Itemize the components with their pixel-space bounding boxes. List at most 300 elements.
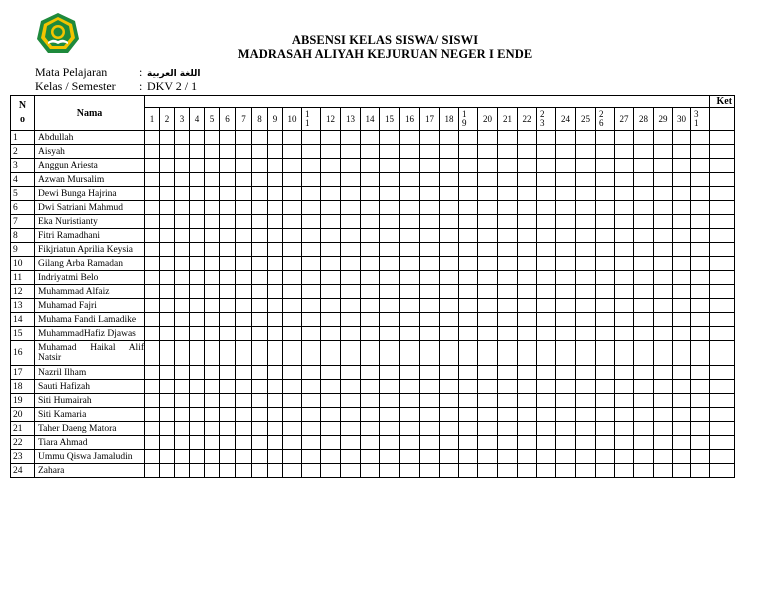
attendance-cell[interactable] bbox=[459, 173, 478, 187]
ket-cell[interactable] bbox=[710, 201, 735, 215]
attendance-cell[interactable] bbox=[478, 422, 498, 436]
attendance-cell[interactable] bbox=[321, 450, 341, 464]
attendance-cell[interactable] bbox=[341, 243, 361, 257]
attendance-cell[interactable] bbox=[205, 201, 220, 215]
attendance-cell[interactable] bbox=[478, 394, 498, 408]
attendance-cell[interactable] bbox=[518, 187, 537, 201]
attendance-cell[interactable] bbox=[615, 257, 634, 271]
attendance-cell[interactable] bbox=[459, 243, 478, 257]
attendance-cell[interactable] bbox=[518, 464, 537, 478]
attendance-cell[interactable] bbox=[400, 341, 420, 366]
attendance-cell[interactable] bbox=[498, 271, 518, 285]
attendance-cell[interactable] bbox=[654, 422, 673, 436]
ket-cell[interactable] bbox=[710, 285, 735, 299]
attendance-cell[interactable] bbox=[268, 173, 283, 187]
attendance-cell[interactable] bbox=[420, 436, 440, 450]
attendance-cell[interactable] bbox=[175, 450, 190, 464]
attendance-cell[interactable] bbox=[478, 201, 498, 215]
attendance-cell[interactable] bbox=[190, 327, 205, 341]
attendance-cell[interactable] bbox=[634, 229, 654, 243]
attendance-cell[interactable] bbox=[596, 313, 615, 327]
attendance-cell[interactable] bbox=[190, 243, 205, 257]
attendance-cell[interactable] bbox=[252, 394, 268, 408]
attendance-cell[interactable] bbox=[634, 145, 654, 159]
attendance-cell[interactable] bbox=[341, 436, 361, 450]
attendance-cell[interactable] bbox=[537, 145, 556, 159]
attendance-cell[interactable] bbox=[380, 229, 400, 243]
attendance-cell[interactable] bbox=[615, 464, 634, 478]
attendance-cell[interactable] bbox=[596, 299, 615, 313]
attendance-cell[interactable] bbox=[268, 131, 283, 145]
attendance-cell[interactable] bbox=[302, 271, 321, 285]
attendance-cell[interactable] bbox=[518, 408, 537, 422]
attendance-cell[interactable] bbox=[400, 187, 420, 201]
attendance-cell[interactable] bbox=[220, 380, 236, 394]
attendance-cell[interactable] bbox=[576, 380, 596, 394]
attendance-cell[interactable] bbox=[576, 366, 596, 380]
attendance-cell[interactable] bbox=[596, 243, 615, 257]
attendance-cell[interactable] bbox=[175, 229, 190, 243]
attendance-cell[interactable] bbox=[160, 257, 175, 271]
attendance-cell[interactable] bbox=[175, 436, 190, 450]
attendance-cell[interactable] bbox=[478, 243, 498, 257]
attendance-cell[interactable] bbox=[576, 187, 596, 201]
attendance-cell[interactable] bbox=[283, 380, 302, 394]
attendance-cell[interactable] bbox=[673, 394, 691, 408]
attendance-cell[interactable] bbox=[615, 159, 634, 173]
ket-cell[interactable] bbox=[710, 394, 735, 408]
attendance-cell[interactable] bbox=[361, 271, 380, 285]
attendance-cell[interactable] bbox=[160, 271, 175, 285]
attendance-cell[interactable] bbox=[691, 422, 710, 436]
attendance-cell[interactable] bbox=[400, 229, 420, 243]
attendance-cell[interactable] bbox=[321, 271, 341, 285]
attendance-cell[interactable] bbox=[160, 464, 175, 478]
attendance-cell[interactable] bbox=[440, 366, 459, 380]
attendance-cell[interactable] bbox=[160, 366, 175, 380]
attendance-cell[interactable] bbox=[205, 271, 220, 285]
attendance-cell[interactable] bbox=[302, 215, 321, 229]
attendance-cell[interactable] bbox=[576, 464, 596, 478]
attendance-cell[interactable] bbox=[420, 173, 440, 187]
attendance-cell[interactable] bbox=[302, 201, 321, 215]
attendance-cell[interactable] bbox=[220, 408, 236, 422]
attendance-cell[interactable] bbox=[537, 408, 556, 422]
attendance-cell[interactable] bbox=[654, 380, 673, 394]
attendance-cell[interactable] bbox=[302, 313, 321, 327]
attendance-cell[interactable] bbox=[596, 131, 615, 145]
attendance-cell[interactable] bbox=[268, 408, 283, 422]
attendance-cell[interactable] bbox=[556, 450, 576, 464]
attendance-cell[interactable] bbox=[400, 257, 420, 271]
attendance-cell[interactable] bbox=[205, 285, 220, 299]
attendance-cell[interactable] bbox=[160, 285, 175, 299]
attendance-cell[interactable] bbox=[321, 436, 341, 450]
attendance-cell[interactable] bbox=[236, 408, 252, 422]
attendance-cell[interactable] bbox=[341, 229, 361, 243]
attendance-cell[interactable] bbox=[283, 366, 302, 380]
attendance-cell[interactable] bbox=[283, 327, 302, 341]
attendance-cell[interactable] bbox=[498, 313, 518, 327]
attendance-cell[interactable] bbox=[537, 380, 556, 394]
attendance-cell[interactable] bbox=[478, 464, 498, 478]
attendance-cell[interactable] bbox=[400, 313, 420, 327]
attendance-cell[interactable] bbox=[440, 422, 459, 436]
attendance-cell[interactable] bbox=[615, 327, 634, 341]
attendance-cell[interactable] bbox=[537, 341, 556, 366]
attendance-cell[interactable] bbox=[341, 408, 361, 422]
attendance-cell[interactable] bbox=[691, 187, 710, 201]
attendance-cell[interactable] bbox=[321, 285, 341, 299]
attendance-cell[interactable] bbox=[321, 131, 341, 145]
attendance-cell[interactable] bbox=[634, 243, 654, 257]
attendance-cell[interactable] bbox=[615, 380, 634, 394]
attendance-cell[interactable] bbox=[380, 187, 400, 201]
attendance-cell[interactable] bbox=[498, 257, 518, 271]
attendance-cell[interactable] bbox=[673, 450, 691, 464]
attendance-cell[interactable] bbox=[459, 408, 478, 422]
attendance-cell[interactable] bbox=[478, 408, 498, 422]
attendance-cell[interactable] bbox=[478, 327, 498, 341]
attendance-cell[interactable] bbox=[190, 257, 205, 271]
attendance-cell[interactable] bbox=[252, 408, 268, 422]
attendance-cell[interactable] bbox=[380, 243, 400, 257]
attendance-cell[interactable] bbox=[634, 313, 654, 327]
attendance-cell[interactable] bbox=[459, 187, 478, 201]
attendance-cell[interactable] bbox=[341, 285, 361, 299]
attendance-cell[interactable] bbox=[478, 380, 498, 394]
attendance-cell[interactable] bbox=[518, 436, 537, 450]
attendance-cell[interactable] bbox=[268, 243, 283, 257]
attendance-cell[interactable] bbox=[220, 271, 236, 285]
attendance-cell[interactable] bbox=[498, 243, 518, 257]
attendance-cell[interactable] bbox=[615, 145, 634, 159]
attendance-cell[interactable] bbox=[691, 271, 710, 285]
attendance-cell[interactable] bbox=[205, 313, 220, 327]
attendance-cell[interactable] bbox=[634, 159, 654, 173]
attendance-cell[interactable] bbox=[440, 229, 459, 243]
attendance-cell[interactable] bbox=[145, 464, 160, 478]
attendance-cell[interactable] bbox=[459, 131, 478, 145]
attendance-cell[interactable] bbox=[283, 145, 302, 159]
attendance-cell[interactable] bbox=[634, 131, 654, 145]
attendance-cell[interactable] bbox=[205, 327, 220, 341]
attendance-cell[interactable] bbox=[420, 299, 440, 313]
attendance-cell[interactable] bbox=[654, 131, 673, 145]
attendance-cell[interactable] bbox=[420, 187, 440, 201]
attendance-cell[interactable] bbox=[596, 327, 615, 341]
attendance-cell[interactable] bbox=[190, 464, 205, 478]
attendance-cell[interactable] bbox=[537, 464, 556, 478]
attendance-cell[interactable] bbox=[634, 436, 654, 450]
attendance-cell[interactable] bbox=[634, 422, 654, 436]
attendance-cell[interactable] bbox=[252, 131, 268, 145]
attendance-cell[interactable] bbox=[400, 215, 420, 229]
attendance-cell[interactable] bbox=[576, 215, 596, 229]
attendance-cell[interactable] bbox=[205, 257, 220, 271]
attendance-cell[interactable] bbox=[459, 380, 478, 394]
attendance-cell[interactable] bbox=[361, 464, 380, 478]
attendance-cell[interactable] bbox=[268, 450, 283, 464]
attendance-cell[interactable] bbox=[478, 173, 498, 187]
attendance-cell[interactable] bbox=[175, 131, 190, 145]
attendance-cell[interactable] bbox=[190, 229, 205, 243]
attendance-cell[interactable] bbox=[145, 380, 160, 394]
attendance-cell[interactable] bbox=[440, 313, 459, 327]
attendance-cell[interactable] bbox=[596, 422, 615, 436]
attendance-cell[interactable] bbox=[654, 313, 673, 327]
attendance-cell[interactable] bbox=[596, 145, 615, 159]
attendance-cell[interactable] bbox=[420, 408, 440, 422]
attendance-cell[interactable] bbox=[634, 450, 654, 464]
ket-cell[interactable] bbox=[710, 450, 735, 464]
attendance-cell[interactable] bbox=[459, 215, 478, 229]
attendance-cell[interactable] bbox=[420, 159, 440, 173]
attendance-cell[interactable] bbox=[236, 464, 252, 478]
attendance-cell[interactable] bbox=[498, 131, 518, 145]
attendance-cell[interactable] bbox=[380, 131, 400, 145]
attendance-cell[interactable] bbox=[252, 145, 268, 159]
attendance-cell[interactable] bbox=[556, 229, 576, 243]
attendance-cell[interactable] bbox=[380, 173, 400, 187]
attendance-cell[interactable] bbox=[518, 327, 537, 341]
ket-cell[interactable] bbox=[710, 257, 735, 271]
attendance-cell[interactable] bbox=[321, 145, 341, 159]
attendance-cell[interactable] bbox=[302, 394, 321, 408]
attendance-cell[interactable] bbox=[268, 366, 283, 380]
attendance-cell[interactable] bbox=[190, 299, 205, 313]
attendance-cell[interactable] bbox=[576, 327, 596, 341]
attendance-cell[interactable] bbox=[556, 173, 576, 187]
attendance-cell[interactable] bbox=[459, 271, 478, 285]
attendance-cell[interactable] bbox=[596, 257, 615, 271]
attendance-cell[interactable] bbox=[498, 464, 518, 478]
attendance-cell[interactable] bbox=[654, 159, 673, 173]
ket-cell[interactable] bbox=[710, 366, 735, 380]
attendance-cell[interactable] bbox=[673, 464, 691, 478]
ket-cell[interactable] bbox=[710, 341, 735, 366]
attendance-cell[interactable] bbox=[615, 341, 634, 366]
attendance-cell[interactable] bbox=[302, 257, 321, 271]
attendance-cell[interactable] bbox=[190, 173, 205, 187]
attendance-cell[interactable] bbox=[220, 229, 236, 243]
attendance-cell[interactable] bbox=[236, 159, 252, 173]
ket-cell[interactable] bbox=[710, 327, 735, 341]
attendance-cell[interactable] bbox=[596, 366, 615, 380]
ket-cell[interactable] bbox=[710, 131, 735, 145]
attendance-cell[interactable] bbox=[498, 187, 518, 201]
attendance-cell[interactable] bbox=[190, 380, 205, 394]
attendance-cell[interactable] bbox=[537, 422, 556, 436]
attendance-cell[interactable] bbox=[518, 285, 537, 299]
attendance-cell[interactable] bbox=[205, 366, 220, 380]
attendance-cell[interactable] bbox=[440, 131, 459, 145]
attendance-cell[interactable] bbox=[596, 187, 615, 201]
attendance-cell[interactable] bbox=[252, 341, 268, 366]
attendance-cell[interactable] bbox=[205, 187, 220, 201]
attendance-cell[interactable] bbox=[691, 201, 710, 215]
attendance-cell[interactable] bbox=[478, 229, 498, 243]
attendance-cell[interactable] bbox=[321, 341, 341, 366]
attendance-cell[interactable] bbox=[175, 243, 190, 257]
attendance-cell[interactable] bbox=[673, 145, 691, 159]
attendance-cell[interactable] bbox=[252, 173, 268, 187]
attendance-cell[interactable] bbox=[321, 257, 341, 271]
attendance-cell[interactable] bbox=[615, 201, 634, 215]
attendance-cell[interactable] bbox=[654, 408, 673, 422]
attendance-cell[interactable] bbox=[691, 243, 710, 257]
attendance-cell[interactable] bbox=[321, 366, 341, 380]
attendance-cell[interactable] bbox=[252, 243, 268, 257]
attendance-cell[interactable] bbox=[691, 341, 710, 366]
attendance-cell[interactable] bbox=[420, 285, 440, 299]
attendance-cell[interactable] bbox=[400, 285, 420, 299]
attendance-cell[interactable] bbox=[615, 131, 634, 145]
attendance-cell[interactable] bbox=[252, 257, 268, 271]
attendance-cell[interactable] bbox=[634, 215, 654, 229]
attendance-cell[interactable] bbox=[283, 299, 302, 313]
attendance-cell[interactable] bbox=[654, 173, 673, 187]
attendance-cell[interactable] bbox=[283, 159, 302, 173]
attendance-cell[interactable] bbox=[518, 380, 537, 394]
attendance-cell[interactable] bbox=[341, 380, 361, 394]
attendance-cell[interactable] bbox=[268, 285, 283, 299]
attendance-cell[interactable] bbox=[596, 229, 615, 243]
attendance-cell[interactable] bbox=[420, 422, 440, 436]
attendance-cell[interactable] bbox=[268, 201, 283, 215]
attendance-cell[interactable] bbox=[420, 215, 440, 229]
attendance-cell[interactable] bbox=[283, 173, 302, 187]
attendance-cell[interactable] bbox=[380, 159, 400, 173]
attendance-cell[interactable] bbox=[190, 313, 205, 327]
attendance-cell[interactable] bbox=[145, 257, 160, 271]
attendance-cell[interactable] bbox=[341, 215, 361, 229]
ket-cell[interactable] bbox=[710, 422, 735, 436]
attendance-cell[interactable] bbox=[236, 243, 252, 257]
attendance-cell[interactable] bbox=[268, 145, 283, 159]
attendance-cell[interactable] bbox=[556, 257, 576, 271]
attendance-cell[interactable] bbox=[691, 464, 710, 478]
attendance-cell[interactable] bbox=[634, 271, 654, 285]
attendance-cell[interactable] bbox=[145, 173, 160, 187]
attendance-cell[interactable] bbox=[321, 243, 341, 257]
attendance-cell[interactable] bbox=[341, 187, 361, 201]
attendance-cell[interactable] bbox=[236, 366, 252, 380]
attendance-cell[interactable] bbox=[160, 243, 175, 257]
attendance-cell[interactable] bbox=[160, 201, 175, 215]
attendance-cell[interactable] bbox=[175, 422, 190, 436]
attendance-cell[interactable] bbox=[691, 285, 710, 299]
attendance-cell[interactable] bbox=[400, 201, 420, 215]
attendance-cell[interactable] bbox=[576, 257, 596, 271]
attendance-cell[interactable] bbox=[205, 131, 220, 145]
attendance-cell[interactable] bbox=[673, 243, 691, 257]
attendance-cell[interactable] bbox=[341, 313, 361, 327]
attendance-cell[interactable] bbox=[556, 380, 576, 394]
attendance-cell[interactable] bbox=[175, 327, 190, 341]
attendance-cell[interactable] bbox=[459, 145, 478, 159]
attendance-cell[interactable] bbox=[380, 285, 400, 299]
attendance-cell[interactable] bbox=[220, 394, 236, 408]
attendance-cell[interactable] bbox=[576, 341, 596, 366]
attendance-cell[interactable] bbox=[341, 299, 361, 313]
attendance-cell[interactable] bbox=[596, 394, 615, 408]
attendance-cell[interactable] bbox=[615, 436, 634, 450]
attendance-cell[interactable] bbox=[160, 422, 175, 436]
attendance-cell[interactable] bbox=[321, 215, 341, 229]
attendance-cell[interactable] bbox=[498, 327, 518, 341]
attendance-cell[interactable] bbox=[190, 187, 205, 201]
attendance-cell[interactable] bbox=[302, 341, 321, 366]
attendance-cell[interactable] bbox=[498, 366, 518, 380]
attendance-cell[interactable] bbox=[615, 394, 634, 408]
attendance-cell[interactable] bbox=[440, 380, 459, 394]
attendance-cell[interactable] bbox=[420, 131, 440, 145]
attendance-cell[interactable] bbox=[220, 243, 236, 257]
attendance-cell[interactable] bbox=[145, 243, 160, 257]
attendance-cell[interactable] bbox=[145, 450, 160, 464]
attendance-cell[interactable] bbox=[302, 187, 321, 201]
attendance-cell[interactable] bbox=[673, 201, 691, 215]
attendance-cell[interactable] bbox=[459, 464, 478, 478]
attendance-cell[interactable] bbox=[205, 299, 220, 313]
attendance-cell[interactable] bbox=[576, 450, 596, 464]
attendance-cell[interactable] bbox=[673, 408, 691, 422]
attendance-cell[interactable] bbox=[302, 159, 321, 173]
attendance-cell[interactable] bbox=[615, 299, 634, 313]
attendance-cell[interactable] bbox=[205, 450, 220, 464]
attendance-cell[interactable] bbox=[175, 299, 190, 313]
attendance-cell[interactable] bbox=[205, 145, 220, 159]
attendance-cell[interactable] bbox=[160, 131, 175, 145]
attendance-cell[interactable] bbox=[361, 243, 380, 257]
attendance-cell[interactable] bbox=[596, 341, 615, 366]
attendance-cell[interactable] bbox=[321, 187, 341, 201]
attendance-cell[interactable] bbox=[145, 436, 160, 450]
attendance-cell[interactable] bbox=[673, 257, 691, 271]
attendance-cell[interactable] bbox=[236, 327, 252, 341]
attendance-cell[interactable] bbox=[380, 313, 400, 327]
attendance-cell[interactable] bbox=[673, 327, 691, 341]
attendance-cell[interactable] bbox=[537, 173, 556, 187]
attendance-cell[interactable] bbox=[654, 436, 673, 450]
attendance-cell[interactable] bbox=[252, 285, 268, 299]
attendance-cell[interactable] bbox=[556, 464, 576, 478]
attendance-cell[interactable] bbox=[654, 201, 673, 215]
attendance-cell[interactable] bbox=[518, 159, 537, 173]
ket-cell[interactable] bbox=[710, 380, 735, 394]
attendance-cell[interactable] bbox=[478, 450, 498, 464]
attendance-cell[interactable] bbox=[556, 394, 576, 408]
attendance-cell[interactable] bbox=[236, 380, 252, 394]
attendance-cell[interactable] bbox=[175, 201, 190, 215]
attendance-cell[interactable] bbox=[400, 243, 420, 257]
attendance-cell[interactable] bbox=[361, 257, 380, 271]
attendance-cell[interactable] bbox=[205, 173, 220, 187]
attendance-cell[interactable] bbox=[283, 131, 302, 145]
attendance-cell[interactable] bbox=[283, 422, 302, 436]
attendance-cell[interactable] bbox=[361, 215, 380, 229]
attendance-cell[interactable] bbox=[518, 313, 537, 327]
attendance-cell[interactable] bbox=[518, 271, 537, 285]
attendance-cell[interactable] bbox=[478, 131, 498, 145]
attendance-cell[interactable] bbox=[556, 243, 576, 257]
attendance-cell[interactable] bbox=[145, 145, 160, 159]
attendance-cell[interactable] bbox=[361, 229, 380, 243]
attendance-cell[interactable] bbox=[160, 450, 175, 464]
attendance-cell[interactable] bbox=[220, 436, 236, 450]
attendance-cell[interactable] bbox=[634, 366, 654, 380]
